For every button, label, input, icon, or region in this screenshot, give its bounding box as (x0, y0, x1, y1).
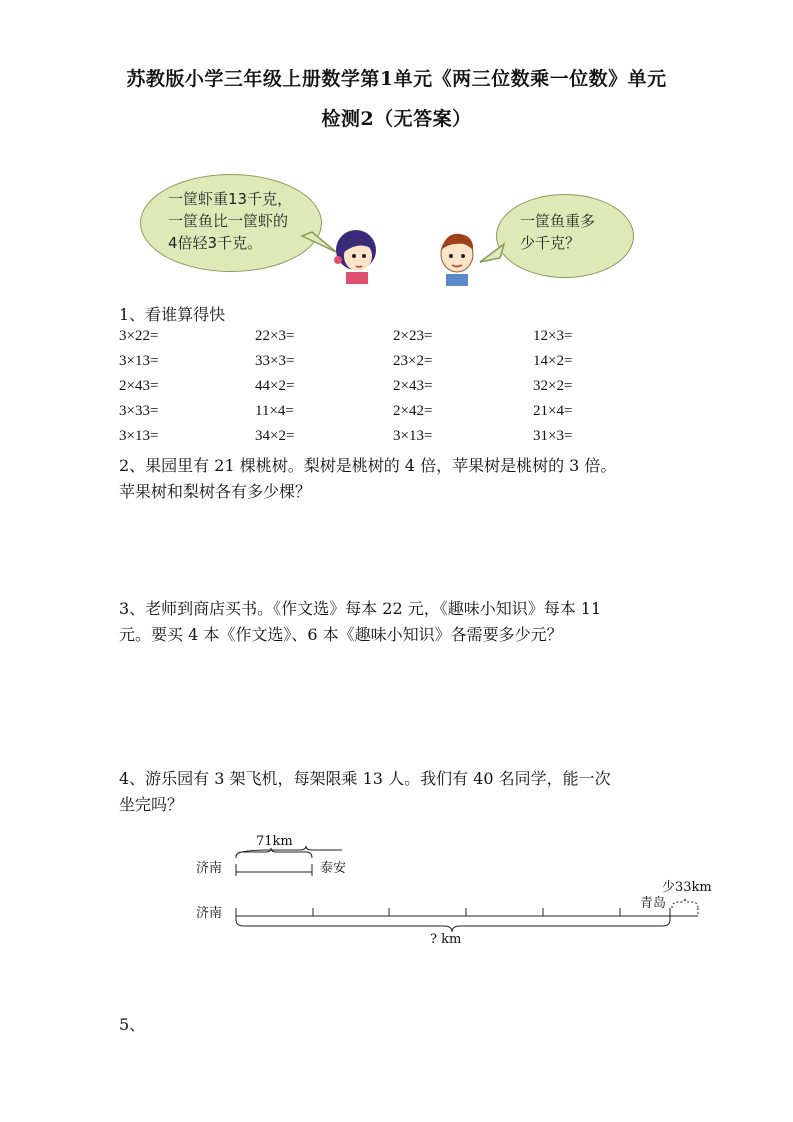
page-title-line1: 苏教版小学三年级上册数学第1单元《两三位数乘一位数》单元 (126, 68, 667, 90)
city-label-taian: 泰安 (320, 861, 347, 876)
city-label-jinan-bottom: 济南 (196, 906, 223, 921)
equation: 12×3= (533, 328, 573, 344)
equation: 21×4= (533, 403, 573, 419)
equation: 23×2= (393, 353, 433, 369)
equation: 3×33= (119, 403, 159, 419)
equation: 3×13= (119, 353, 159, 369)
equation: 44×2= (255, 378, 295, 394)
equation: 2×43= (393, 378, 433, 394)
q2-text: 2、果园里有 21 棵桃树。梨树是桃树的 4 倍，苹果树是桃树的 3 倍。 苹果树和梨树各有多少棵？ (119, 456, 617, 501)
equation: 2×42= (393, 403, 433, 419)
equation: 31×3= (533, 428, 573, 444)
q3-text: 3、老师到商店买书。《作文选》每本 22 元，《趣味小知识》每本 11 元。要买 4 本《作文选》、6 本《趣味小知识》各需要多少元？ (119, 599, 602, 644)
equation: 34×2= (255, 428, 295, 444)
diagram-lines (230, 846, 710, 936)
left-bubble-text: 一筐虾重13千克， 一筐鱼比一筐虾的 4倍轻3千克。 (168, 190, 293, 252)
equation: 3×22= (119, 328, 159, 344)
equation: 33×3= (255, 353, 295, 369)
equation: 2×43= (119, 378, 159, 394)
equation: 3×13= (393, 428, 433, 444)
q4-text: 4、游乐园有 3 架飞机，每架限乘 13 人。我们有 40 名同学，能一次 坐完吗？ (119, 769, 611, 814)
q1-heading: 1、看谁算得快 (119, 305, 226, 324)
girl-cartoon-icon (330, 226, 382, 284)
q5-label: 5、 (119, 1015, 146, 1034)
city-label-qingdao: 青岛 (640, 896, 667, 911)
boy-cartoon-icon (436, 230, 478, 286)
equation: 11×4= (255, 403, 294, 419)
total-distance-label: ? km (430, 932, 462, 947)
equation: 22×3= (255, 328, 295, 344)
equation: 32×2= (533, 378, 573, 394)
equation: 2×23= (393, 328, 433, 344)
right-bubble-tail (478, 240, 508, 266)
right-bubble-text: 一筐鱼重多 少千克？ (520, 212, 596, 252)
equation: 3×13= (119, 428, 159, 444)
less-distance-label: 少33km (662, 880, 712, 895)
page-title-line2: 检测2（无答案） (321, 108, 472, 130)
equation: 14×2= (533, 353, 573, 369)
city-label-jinan-top: 济南 (196, 861, 223, 876)
top-distance-label: 71km (256, 834, 293, 849)
